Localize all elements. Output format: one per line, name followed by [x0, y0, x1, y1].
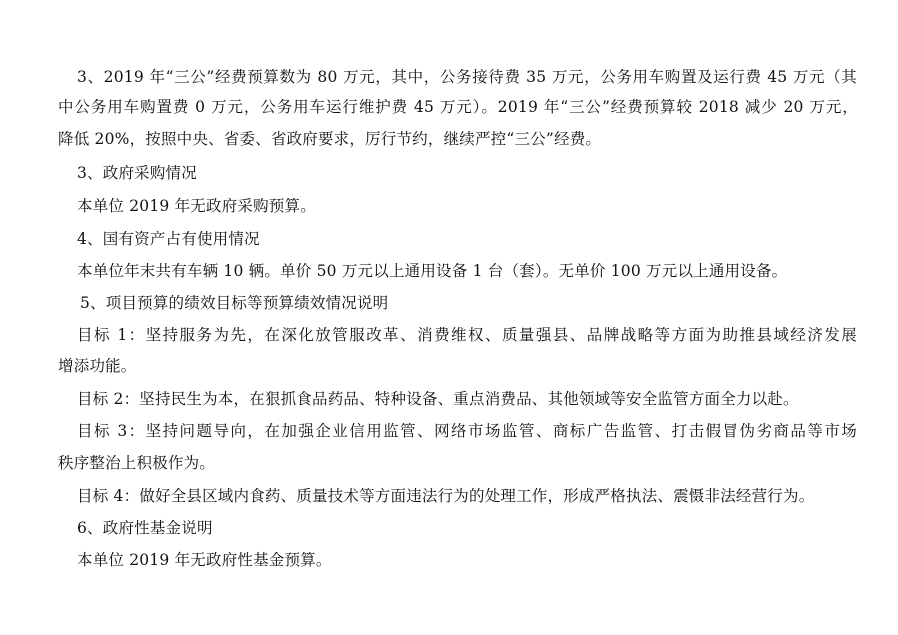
goal-3-line-1: 目标 3：坚持问题导向，在加强企业信用监管、网络市场监管、商标广告监管、打击假冒伪劣商品等市场: [77, 422, 857, 440]
goal-4-line: 目标 4：做好全县区域内食药、质量技术等方面违法行为的处理工作，形成严格执法、震慑非法经营行为。: [77, 487, 815, 505]
section-heading-procurement: 3、政府采购情况: [77, 164, 197, 182]
paragraph-line-16: 本单位 2019 年无政府性基金预算。: [77, 551, 332, 569]
paragraph-line-5: 本单位 2019 年无政府采购预算。: [77, 197, 316, 215]
paragraph-line-7: 本单位年末共有车辆 10 辆。单价 50 万元以上通用设备 1 台（套）。无单价 100 万元以上通用设备。: [77, 262, 788, 280]
paragraph-line-2: 中公务用车购置费 0 万元，公务用车运行维护费 45 万元）。2019 年“三公”经费预算较 2018 减少 20 万元，: [58, 98, 858, 116]
section-heading-performance: 5、项目预算的绩效目标等预算绩效情况说明: [80, 294, 389, 312]
goal-2-line: 目标 2：坚持民生为本，在狠抓食品药品、特种设备、重点消费品、其他领域等安全监管方面全力以赴。: [77, 390, 799, 408]
section-heading-fund: 6、政府性基金说明: [77, 519, 213, 537]
paragraph-line-3: 降低 20%，按照中央、省委、省政府要求，厉行节约，继续严控“三公”经费。: [58, 130, 602, 148]
section-heading-assets: 4、国有资产占有使用情况: [77, 230, 260, 248]
goal-1-line-1: 目标 1：坚持服务为先，在深化放管服改革、消费维权、质量强县、品牌战略等方面为助推县域经济发展: [77, 326, 857, 344]
goal-3-line-2: 秩序整治上积极作为。: [58, 454, 216, 472]
paragraph-line-1: 3、2019 年“三公”经费预算数为 80 万元，其中，公务接待费 35 万元，公务用车购置及运行费 45 万元（其: [77, 68, 857, 86]
goal-1-line-2: 增添功能。: [58, 357, 137, 375]
